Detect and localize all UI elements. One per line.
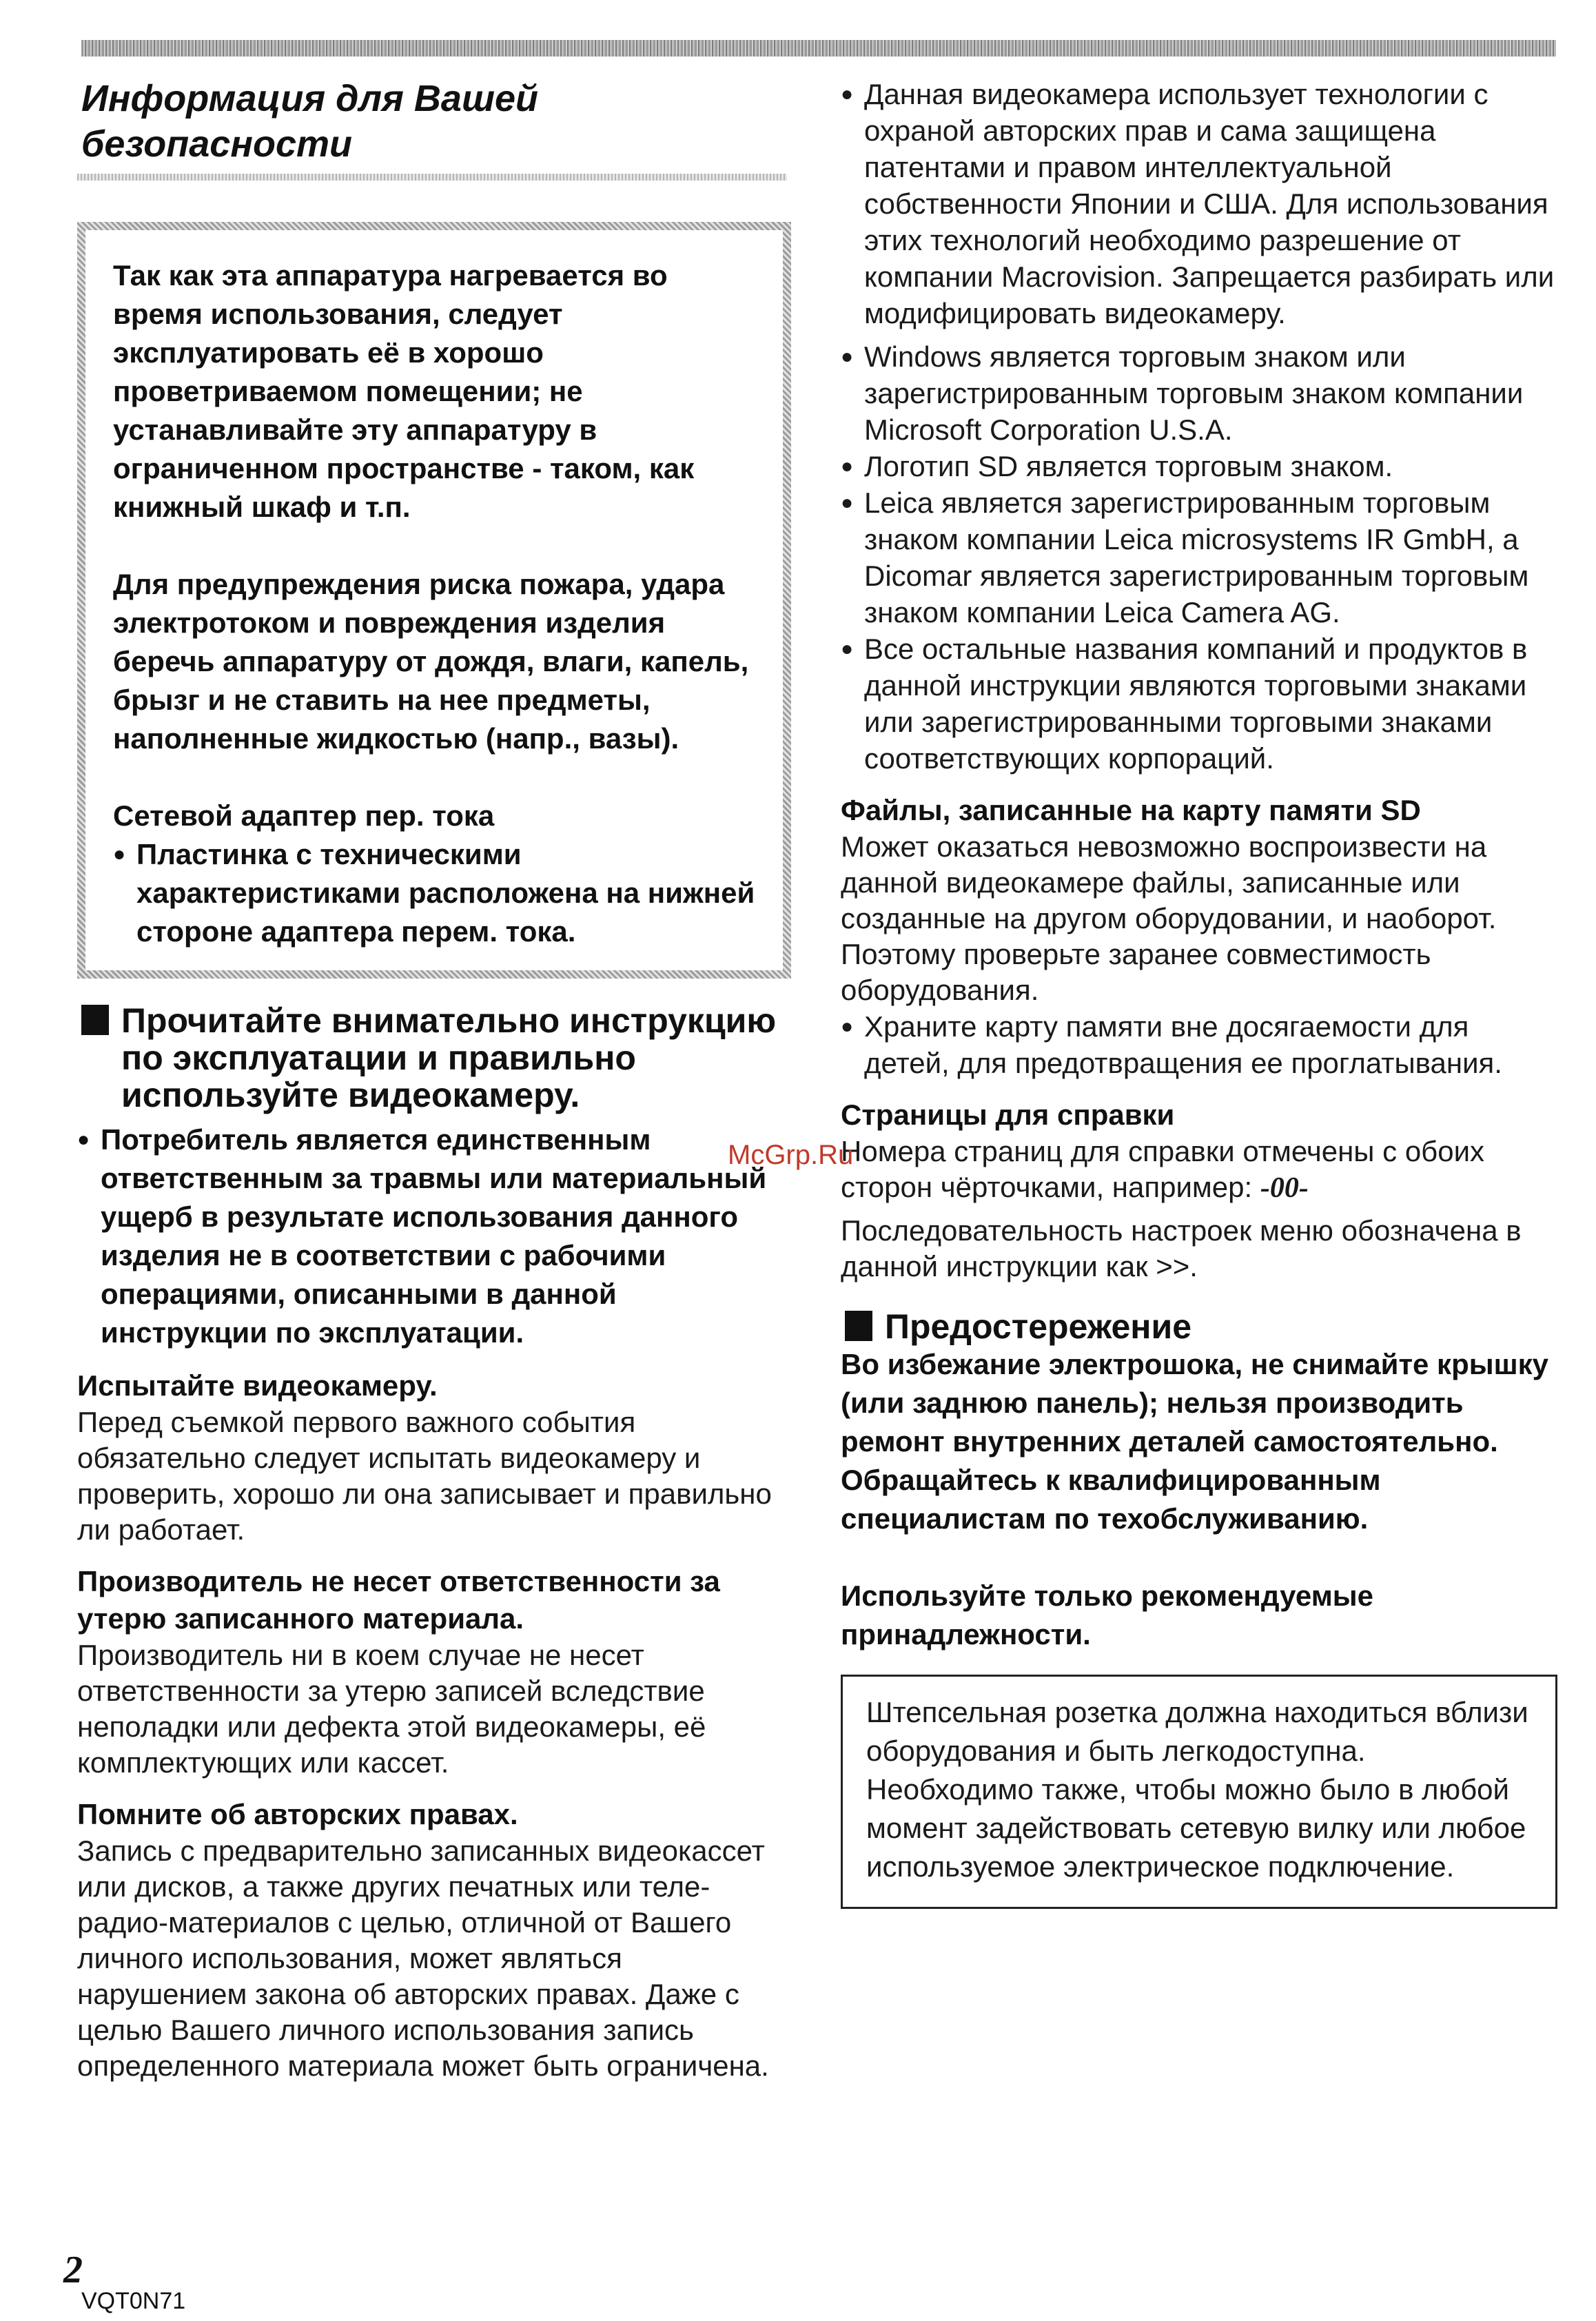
header-band [81, 40, 1556, 57]
outlet-note: Штепсельная розетка должна находиться вблизи оборудования и быть легкодоступна. Необходимо также, чтобы можно было в любой момент задействовать сетевую вилку или любое используемое электрическое подключение. [866, 1696, 1528, 1883]
page-ref-example: -00- [1260, 1172, 1309, 1204]
caution-text: Во избежание электрошока, не снимайте крышку (или заднюю панель); нельзя производить ремонт внутренних деталей самостоятельно. [841, 1348, 1548, 1458]
accessories-text: Используйте только рекомендуемые принадлежности. [841, 1579, 1374, 1650]
copyright-heading: Помните об авторских правах. [77, 1798, 518, 1830]
section-square-icon [845, 1311, 872, 1341]
page-number: 2 [63, 2249, 83, 2291]
responsibility-note: ● Потребитель является единственным ответственным за травмы или материальный ущерб в результате использования данного изделия не в соответствии с рабочими операциями, описанными в данной инструкции по эксплуатации. [77, 1121, 787, 1352]
read-instructions-heading: Прочитайте внимательно инструкцию по эксплуатации и правильно используйте видеокамеру. [77, 1002, 787, 1114]
sd-card-note: ● Храните карту памяти вне досягаемости для детей, для предотвращения ее проглатывания. [841, 1008, 1557, 1081]
trademark-item: ● Windows является торговым знаком или зарегистрированным торговым знаком компании Microsoft Corporation U.S.A. [841, 338, 1557, 448]
trademark-item: ● Данная видеокамера использует технологии с охраной авторских прав и сама защищена патентами и правом интеллектуальной собственности Японии и США. Для использования этих технологий необходимо разрешение от компании Macrovision. Запрещается разбирать или модифицировать видеокамеру. [841, 76, 1557, 331]
page-title: Информация для Вашей безопасности [81, 78, 538, 165]
adapter-note: ● Пластинка с техническими характеристиками расположена на нижней стороне адаптера перем. тока. [113, 835, 765, 951]
adapter-heading: Сетевой адаптер пер. тока [113, 799, 495, 832]
test-camera-text: Перед съемкой первого важного события обязательно следует испытать видеокамеру и проверить, хорошо ли она записывает и правильно ли работает. [77, 1406, 772, 1546]
menu-notation-text: Последовательность настроек меню обозначена в данной инструкции как >>. [841, 1214, 1522, 1282]
caution-heading: Предостережение [841, 1308, 1557, 1345]
liability-text: Производитель ни в коем случае не несет ответственности за утерю записей вследствие неполадки или дефекта этой видеокамеры, её комплектующих или кассет. [77, 1639, 706, 1779]
sd-files-text: Может оказаться невозможно воспроизвести на данной видеокамере файлы, записанные или созданные на другом оборудовании, и наоборот. Поэтому проверьте заранее совместимость оборудования. [841, 830, 1497, 1006]
section-square-icon [81, 1005, 109, 1035]
left-column [77, 76, 787, 2084]
fire-warning: Для предупреждения риска пожара, удара электротоком и повреждения изделия беречь аппаратуру от дождя, влаги, капель, брызг и не ставить на нее предметы, наполненные жидкостью (напр., вазы). [113, 568, 749, 755]
liability-heading: Производитель не несет ответственности за утерю записанного материала. [77, 1565, 720, 1635]
trademark-item: ● Логотип SD является торговым знаком. [841, 448, 1557, 484]
reference-pages-text: Номера страниц для справки отмечены с обоих сторон чёрточками, например: -00- [841, 1135, 1485, 1204]
outlet-note-box [841, 1675, 1557, 1909]
service-text: Обращайтесь к квалифицированным специалистам по техобслуживанию. [841, 1464, 1381, 1535]
safety-warning-box [77, 222, 791, 979]
right-column [841, 76, 1557, 1909]
title-rule [77, 174, 787, 181]
sd-files-heading: Файлы, записанные на карту памяти SD [841, 794, 1421, 826]
test-camera-heading: Испытайте видеокамеру. [77, 1369, 438, 1402]
model-code: VQT0N71 [81, 2288, 186, 2314]
watermark: McGrp.Ru [728, 1140, 854, 1170]
copyright-text: Запись с предварительно записанных видеокассет или дисков, а также других печатных или теле-радио-материалов с целью, отличной от Вашего личного использования, может являться нарушением закона об авторских правах. Даже с целью Вашего личного использования запись определенного материала может быть ограничена. [77, 1834, 769, 2082]
trademark-item: ● Все остальные названия компаний и продуктов в данной инструкции являются торговыми знаками или зарегистрированными торговыми знаками соответствующих корпораций. [841, 631, 1557, 777]
trademark-item: ● Leica является зарегистрированным торговым знаком компании Leica microsystems IR GmbH, а Dicomar является зарегистрированным торговым знаком компании Leica Camera AG. [841, 484, 1557, 631]
reference-pages-heading: Страницы для справки [841, 1098, 1175, 1131]
ventilation-warning: Так как эта аппаратура нагревается во время использования, следует эксплуатировать её в хорошо проветриваемом помещении; не устанавливайте эту аппаратуру в ограниченном пространстве - таком, как книжный шкаф и т.п. [113, 259, 695, 523]
